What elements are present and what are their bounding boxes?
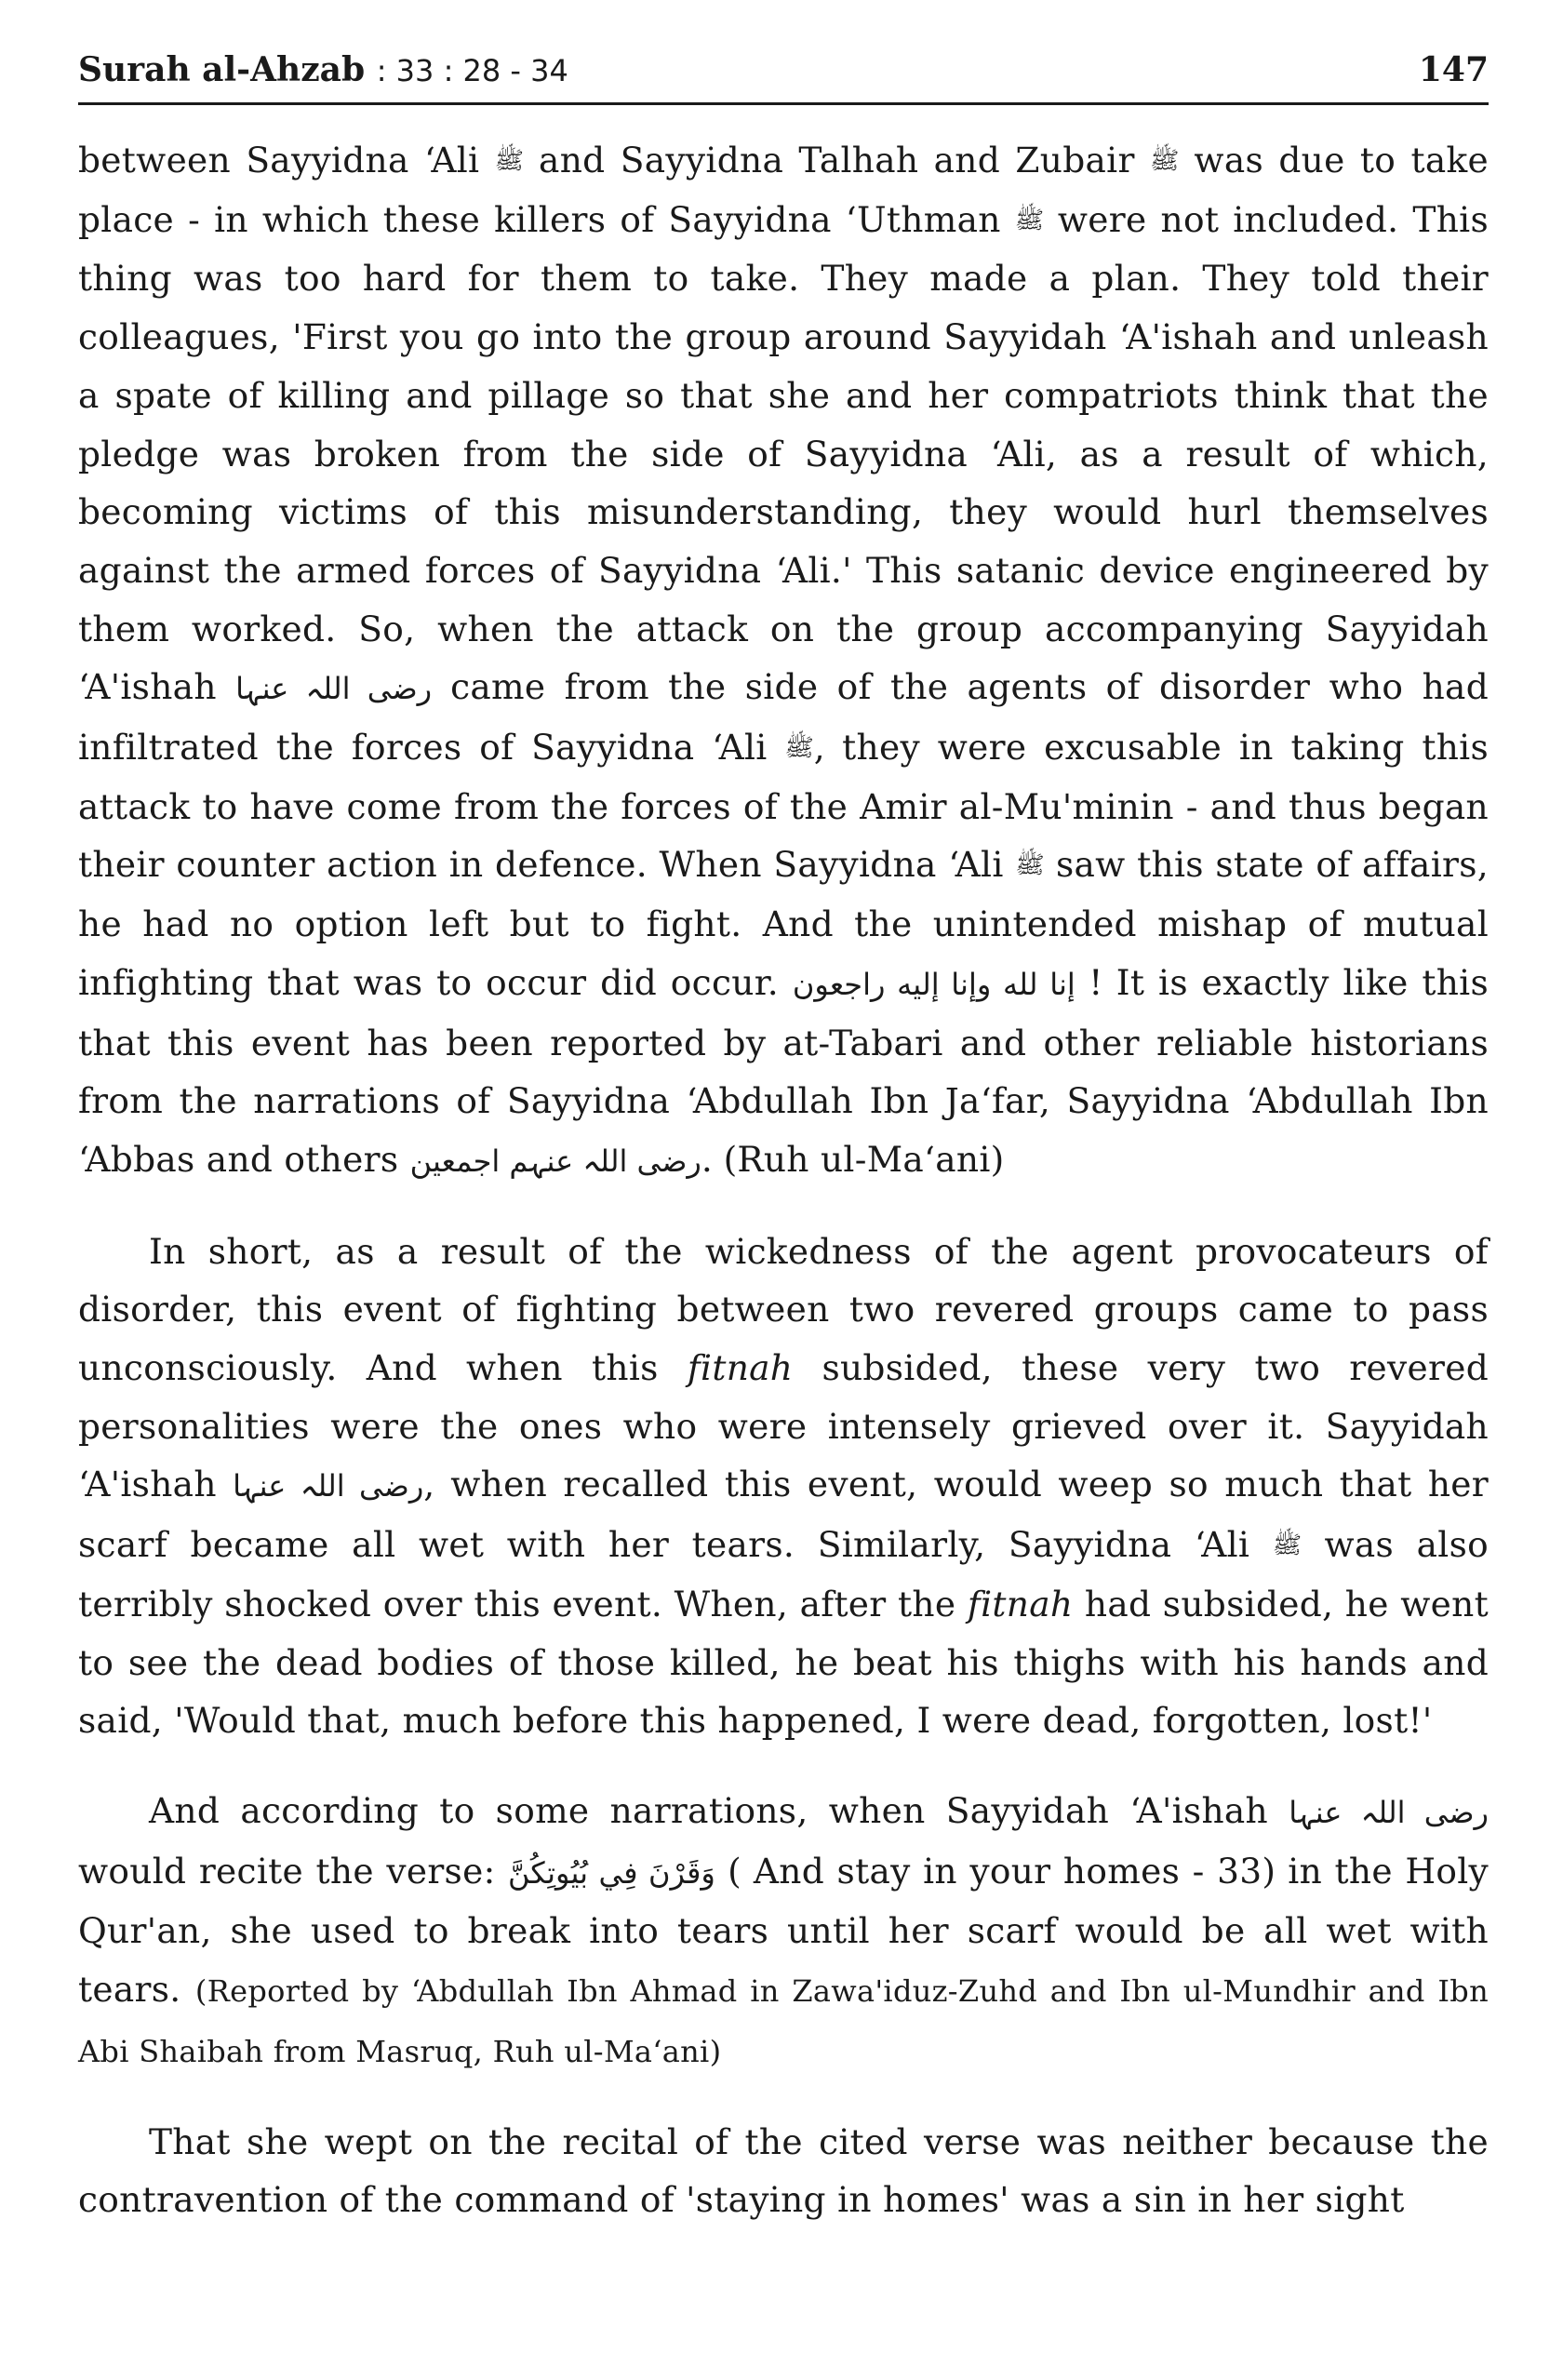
- honorific-icon: ﷺ: [494, 147, 525, 175]
- text-run: had subsided, he went to see the dead bodies of those killed, he beat his thighs with his hands and said, 'Would that, much before this happened, I were dead, forgotten, lost!': [78, 1583, 1489, 1742]
- paragraph-3: [78, 1782, 1489, 2081]
- italic-term: fitnah: [687, 1347, 794, 1389]
- text-run: , when recalled this event, would weep so much that her scarf became all wet with her tears. Similarly, Sayyidna ‘Ali: [78, 1464, 1490, 1566]
- arabic-blessing: رضی اللہ عنہم اجمعین: [409, 1143, 701, 1179]
- arabic-blessing: رضی اللہ عنہا: [233, 1468, 424, 1504]
- text-run: was also terribly shocked over this event. When, after the: [78, 1524, 1489, 1625]
- text-run: would recite the verse:: [78, 1850, 509, 1892]
- honorific-icon: ﷺ: [1014, 206, 1045, 234]
- paragraph-1: [78, 131, 1489, 1191]
- arabic-blessing: رضی اللہ عنہا: [1289, 1794, 1489, 1830]
- page-number: 147: [1418, 50, 1489, 89]
- text-run: and Sayyidna Talhah and Zubair: [524, 140, 1150, 181]
- arabic-blessing: رضی اللہ عنہا: [235, 671, 433, 707]
- text-run: , they were excusable in taking this attack to have come from the forces of the Amir al-Mu'minin - and thus began their counter action in defence. When Sayyidna ‘Ali: [78, 727, 1489, 886]
- honorific-icon: ﷺ: [1015, 851, 1045, 880]
- paragraph-2: [78, 1223, 1489, 1750]
- arabic-phrase: إنا لله وإنا إليه راجعون: [792, 966, 1075, 1002]
- text-run: saw this state of affairs, he had no option left but to fight. And the unintended mishap of mutual infighting that was to occur did occur.: [78, 844, 1489, 1003]
- page: [78, 37, 1489, 2354]
- text-run: And according to some narrations, when Sayyidah ‘A'ishah: [149, 1789, 1289, 1831]
- text-run: were not included. This thing was too hard for them to take. They made a plan. They told their colleagues, 'First you go into the group around Sayyidah ‘A'ishah and unleash a spate of killing and pillage so that she and her compatriots think that the pledge was broken from the side of Sayyidna ‘Ali, as a result of which, becoming victims of this misunderstanding, they would hurl themselves against the armed forces of Sayyidna ‘Ali.' This satanic device engineered by them worked. So, when the attack on the group accompanying Sayyidah ‘A'ishah: [78, 198, 1489, 708]
- text-run: was due to take place - in which these killers of Sayyidna ‘Uthman: [78, 140, 1489, 240]
- text-run: came from the side of the agents of disorder who had infiltrated the forces of Sayyidna ‘Ali: [78, 666, 1489, 769]
- text-run: In short, as a result of the wickedness of the agent provocateurs of disorder, this event of fighting between two revered groups came to pass unconsciously. And when this: [78, 1230, 1489, 1389]
- text-run: subsided, these very two revered personalities were the ones who were intensely grieved over it. Sayyidah ‘A'ishah: [78, 1347, 1489, 1505]
- text-run: That she wept on the recital of the cited verse was neither because the contravention of the command of 'staying in homes' was a sin in her sight: [78, 2120, 1489, 2221]
- surah-title: [78, 50, 568, 89]
- honorific-icon: ﷺ: [784, 734, 814, 763]
- arabic-verse: وَقَرْنَ فِي بُيُوتِكُنَّ: [508, 1854, 715, 1891]
- text-run: ( And stay in your homes - 33) in the Holy Qur'an, she used to break into tears until her scarf would be all wet with tears.: [78, 1850, 1490, 2011]
- paragraph-4: [78, 2113, 1489, 2229]
- running-head: [78, 37, 1489, 105]
- body-text: [78, 131, 1489, 2229]
- citation: (Reported by ‘Abdullah Ibn Ahmad in Zawa'iduz-Zuhd and Ibn ul-Mundhir and Ibn Abi Shaibah from Masruq, Ruh ul-Ma‘ani): [78, 1973, 1489, 2069]
- italic-term: fitnah: [967, 1583, 1074, 1625]
- text-run: . (Ruh ul-Ma‘ani): [701, 1138, 1005, 1180]
- verse-reference: : 33 : 28 - 34: [376, 53, 568, 88]
- honorific-icon: ﷺ: [1149, 147, 1180, 175]
- surah-name: Surah al-Ahzab: [78, 50, 366, 89]
- text-run: between Sayyidna ‘Ali: [78, 140, 495, 181]
- honorific-icon: ﷺ: [1272, 1531, 1302, 1560]
- text-run: ! It is exactly like this that this event has been reported by at-Tabari and other reliable historians from the narrations of Sayyidna ‘Abdullah Ibn Ja‘far, Sayyidna ‘Abdullah Ibn ‘Abbas and others: [78, 961, 1490, 1180]
